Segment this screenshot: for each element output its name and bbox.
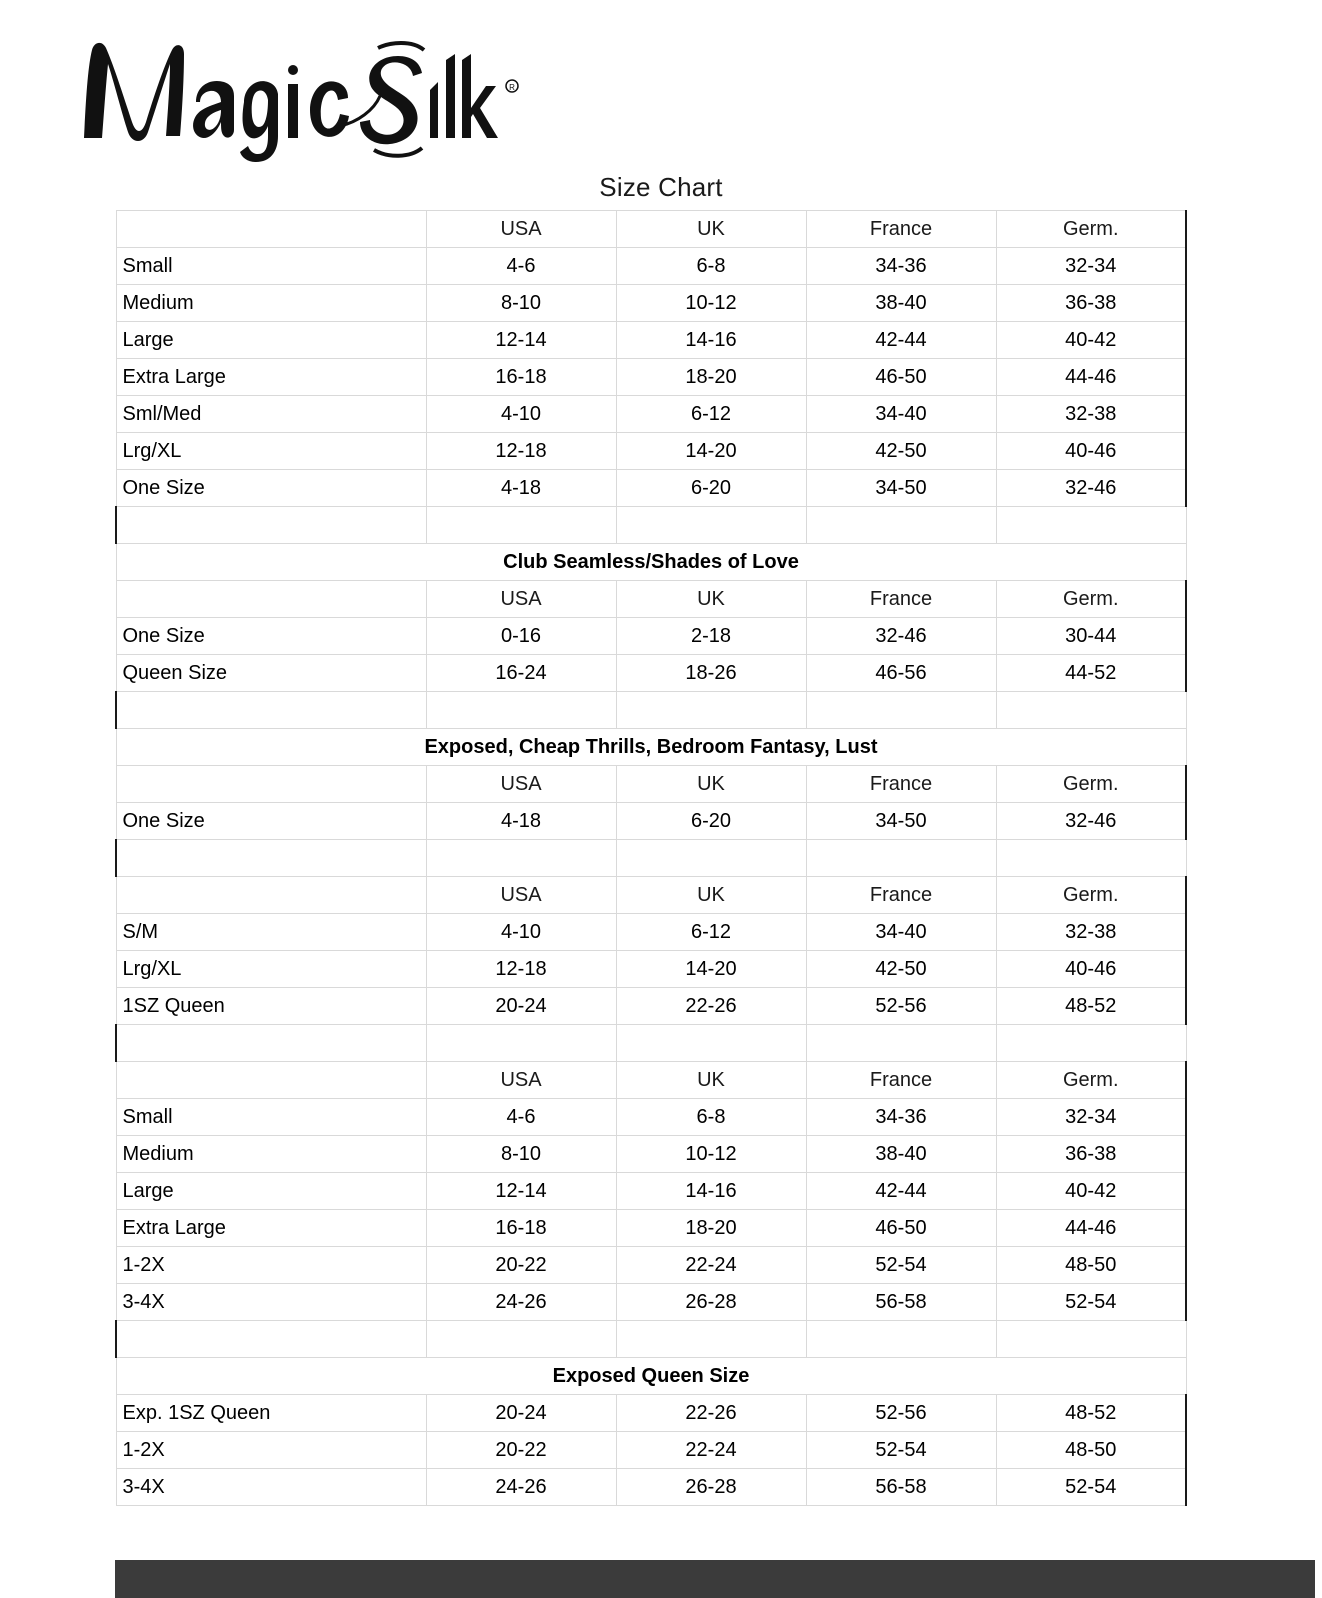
- cell-france: 34-50: [806, 470, 996, 507]
- cell-usa: 24-26: [426, 1284, 616, 1321]
- row-label: 3-4X: [116, 1469, 426, 1506]
- row-label: One Size: [116, 470, 426, 507]
- cell-germ: 32-46: [996, 470, 1186, 507]
- cell-usa: 16-18: [426, 359, 616, 396]
- cell-usa: 8-10: [426, 285, 616, 322]
- cell-germ: 48-50: [996, 1247, 1186, 1284]
- cell-france: 42-44: [806, 1173, 996, 1210]
- section-heading-club-seamless: Club Seamless/Shades of Love: [116, 544, 1186, 581]
- cell-uk: 14-16: [616, 322, 806, 359]
- row-label: Large: [116, 1173, 426, 1210]
- cell-france: 38-40: [806, 285, 996, 322]
- header-blank: [116, 766, 426, 803]
- cell-uk: 18-20: [616, 1210, 806, 1247]
- cell-uk: 10-12: [616, 1136, 806, 1173]
- table-row: [116, 1136, 1186, 1173]
- cell-germ: 44-46: [996, 1210, 1186, 1247]
- table-row: [116, 470, 1186, 507]
- section-heading-row: [116, 1358, 1186, 1395]
- row-label: Small: [116, 248, 426, 285]
- cell-uk: 2-18: [616, 618, 806, 655]
- row-label: 1SZ Queen: [116, 988, 426, 1025]
- spacer-cell: [616, 1321, 806, 1358]
- cell-uk: 22-24: [616, 1432, 806, 1469]
- column-header-germ: Germ.: [996, 211, 1186, 248]
- spacer-cell: [806, 692, 996, 729]
- table-row: [116, 1210, 1186, 1247]
- cell-germ: 52-54: [996, 1469, 1186, 1506]
- spacer-cell: [116, 692, 426, 729]
- row-label: Lrg/XL: [116, 951, 426, 988]
- table-row: [116, 248, 1186, 285]
- cell-usa: 4-6: [426, 248, 616, 285]
- column-header-usa: USA: [426, 211, 616, 248]
- cell-usa: 4-18: [426, 803, 616, 840]
- cell-germ: 32-38: [996, 396, 1186, 433]
- cell-france: 32-46: [806, 618, 996, 655]
- cell-uk: 6-8: [616, 248, 806, 285]
- spacer-cell: [116, 840, 426, 877]
- row-label: Queen Size: [116, 655, 426, 692]
- cell-usa: 4-10: [426, 396, 616, 433]
- cell-france: 34-50: [806, 803, 996, 840]
- row-label: Extra Large: [116, 1210, 426, 1247]
- cell-uk: 22-26: [616, 1395, 806, 1432]
- cell-france: 34-36: [806, 248, 996, 285]
- table-row: [116, 1395, 1186, 1432]
- cell-usa: 4-10: [426, 914, 616, 951]
- section-heading-row: [116, 544, 1186, 581]
- cell-france: 42-44: [806, 322, 996, 359]
- table-row: [116, 285, 1186, 322]
- cell-france: 52-56: [806, 988, 996, 1025]
- cell-usa: 12-14: [426, 1173, 616, 1210]
- header-blank: [116, 1062, 426, 1099]
- cell-uk: 18-26: [616, 655, 806, 692]
- cell-uk: 26-28: [616, 1469, 806, 1506]
- cell-germ: 30-44: [996, 618, 1186, 655]
- spacer-cell: [996, 1025, 1186, 1062]
- cell-germ: 32-34: [996, 248, 1186, 285]
- cell-usa: 0-16: [426, 618, 616, 655]
- cell-usa: 16-18: [426, 1210, 616, 1247]
- cell-france: 46-50: [806, 359, 996, 396]
- table-row: [116, 1173, 1186, 1210]
- cell-usa: 12-14: [426, 322, 616, 359]
- table-row: [116, 433, 1186, 470]
- table-header-row: [116, 1062, 1186, 1099]
- bottom-bar: [115, 1560, 1315, 1598]
- table-header-row: [116, 211, 1186, 248]
- table-row: [116, 396, 1186, 433]
- cell-uk: 18-20: [616, 359, 806, 396]
- cell-uk: 6-12: [616, 914, 806, 951]
- column-header-uk: UK: [616, 766, 806, 803]
- size-chart-table-area: [115, 210, 1185, 1506]
- cell-germ: 32-46: [996, 803, 1186, 840]
- cell-france: 46-56: [806, 655, 996, 692]
- row-label: Small: [116, 1099, 426, 1136]
- row-label: Extra Large: [116, 359, 426, 396]
- column-header-france: France: [806, 766, 996, 803]
- column-header-uk: UK: [616, 581, 806, 618]
- table-row: [116, 803, 1186, 840]
- svg-text:R: R: [509, 83, 515, 92]
- column-header-france: France: [806, 581, 996, 618]
- row-label: 3-4X: [116, 1284, 426, 1321]
- cell-usa: 4-18: [426, 470, 616, 507]
- table-row: [116, 1284, 1186, 1321]
- cell-germ: 44-46: [996, 359, 1186, 396]
- cell-usa: 4-6: [426, 1099, 616, 1136]
- cell-usa: 20-24: [426, 1395, 616, 1432]
- cell-germ: 48-52: [996, 1395, 1186, 1432]
- table-row: [116, 359, 1186, 396]
- table-row: [116, 914, 1186, 951]
- row-label: Lrg/XL: [116, 433, 426, 470]
- row-label: S/M: [116, 914, 426, 951]
- cell-uk: 14-20: [616, 433, 806, 470]
- spacer-row: [116, 507, 1186, 544]
- cell-uk: 14-16: [616, 1173, 806, 1210]
- spacer-cell: [996, 840, 1186, 877]
- column-header-uk: UK: [616, 211, 806, 248]
- cell-france: 56-58: [806, 1284, 996, 1321]
- header-blank: [116, 211, 426, 248]
- spacer-cell: [996, 507, 1186, 544]
- cell-france: 38-40: [806, 1136, 996, 1173]
- cell-usa: 20-22: [426, 1247, 616, 1284]
- spacer-cell: [426, 1321, 616, 1358]
- spacer-cell: [616, 507, 806, 544]
- spacer-row: [116, 840, 1186, 877]
- cell-germ: 36-38: [996, 285, 1186, 322]
- spacer-cell: [996, 1321, 1186, 1358]
- table-row: [116, 951, 1186, 988]
- cell-uk: 6-8: [616, 1099, 806, 1136]
- spacer-row: [116, 1025, 1186, 1062]
- spacer-cell: [426, 692, 616, 729]
- row-label: Medium: [116, 285, 426, 322]
- cell-usa: 8-10: [426, 1136, 616, 1173]
- table-row: [116, 1432, 1186, 1469]
- spacer-row: [116, 692, 1186, 729]
- column-header-germ: Germ.: [996, 766, 1186, 803]
- table-header-row: [116, 766, 1186, 803]
- spacer-cell: [806, 507, 996, 544]
- row-label: One Size: [116, 618, 426, 655]
- cell-france: 56-58: [806, 1469, 996, 1506]
- table-row: [116, 322, 1186, 359]
- column-header-germ: Germ.: [996, 581, 1186, 618]
- cell-france: 34-40: [806, 396, 996, 433]
- row-label: Large: [116, 322, 426, 359]
- table-row: [116, 988, 1186, 1025]
- table-header-row: [116, 877, 1186, 914]
- cell-france: 34-40: [806, 914, 996, 951]
- column-header-usa: USA: [426, 766, 616, 803]
- column-header-germ: Germ.: [996, 1062, 1186, 1099]
- table-header-row: [116, 581, 1186, 618]
- cell-germ: 32-38: [996, 914, 1186, 951]
- cell-uk: 10-12: [616, 285, 806, 322]
- table-row: [116, 618, 1186, 655]
- spacer-cell: [426, 840, 616, 877]
- column-header-uk: UK: [616, 877, 806, 914]
- spacer-row: [116, 1321, 1186, 1358]
- column-header-usa: USA: [426, 1062, 616, 1099]
- section-heading-exposed-cheap-thrills: Exposed, Cheap Thrills, Bedroom Fantasy, Lust: [116, 729, 1186, 766]
- header-blank: [116, 877, 426, 914]
- cell-uk: 22-26: [616, 988, 806, 1025]
- cell-uk: 26-28: [616, 1284, 806, 1321]
- spacer-cell: [116, 1025, 426, 1062]
- cell-uk: 14-20: [616, 951, 806, 988]
- cell-usa: 12-18: [426, 951, 616, 988]
- row-label: Sml/Med: [116, 396, 426, 433]
- cell-uk: 6-20: [616, 803, 806, 840]
- cell-france: 42-50: [806, 951, 996, 988]
- column-header-usa: USA: [426, 877, 616, 914]
- section-heading-exposed-queen: Exposed Queen Size: [116, 1358, 1186, 1395]
- spacer-cell: [426, 507, 616, 544]
- cell-germ: 52-54: [996, 1284, 1186, 1321]
- cell-germ: 40-46: [996, 433, 1186, 470]
- cell-germ: 48-50: [996, 1432, 1186, 1469]
- spacer-cell: [116, 1321, 426, 1358]
- cell-uk: 22-24: [616, 1247, 806, 1284]
- cell-germ: 36-38: [996, 1136, 1186, 1173]
- row-label: 1-2X: [116, 1432, 426, 1469]
- section-heading-row: [116, 729, 1186, 766]
- spacer-cell: [426, 1025, 616, 1062]
- spacer-cell: [806, 1321, 996, 1358]
- column-header-france: France: [806, 877, 996, 914]
- table-row: [116, 1469, 1186, 1506]
- cell-uk: 6-20: [616, 470, 806, 507]
- spacer-cell: [616, 1025, 806, 1062]
- column-header-uk: UK: [616, 1062, 806, 1099]
- cell-germ: 40-46: [996, 951, 1186, 988]
- cell-usa: 16-24: [426, 655, 616, 692]
- cell-france: 52-54: [806, 1247, 996, 1284]
- spacer-cell: [116, 507, 426, 544]
- spacer-cell: [806, 1025, 996, 1062]
- magic-silk-logo: [78, 26, 515, 166]
- header-blank: [116, 581, 426, 618]
- row-label: Exp. 1SZ Queen: [116, 1395, 426, 1432]
- cell-germ: 48-52: [996, 988, 1186, 1025]
- cell-france: 46-50: [806, 1210, 996, 1247]
- cell-germ: 40-42: [996, 1173, 1186, 1210]
- cell-france: 52-56: [806, 1395, 996, 1432]
- spacer-cell: [616, 692, 806, 729]
- table-row: [116, 1247, 1186, 1284]
- cell-france: 42-50: [806, 433, 996, 470]
- spacer-cell: [616, 840, 806, 877]
- cell-usa: 20-22: [426, 1432, 616, 1469]
- page-title: Size Chart: [599, 172, 723, 202]
- cell-uk: 6-12: [616, 396, 806, 433]
- cell-france: 52-54: [806, 1432, 996, 1469]
- cell-usa: 12-18: [426, 433, 616, 470]
- table-row: [116, 1099, 1186, 1136]
- spacer-cell: [806, 840, 996, 877]
- size-chart-table: [115, 210, 1187, 1506]
- column-header-usa: USA: [426, 581, 616, 618]
- cell-germ: 40-42: [996, 322, 1186, 359]
- spacer-cell: [996, 692, 1186, 729]
- cell-germ: 32-34: [996, 1099, 1186, 1136]
- cell-usa: 24-26: [426, 1469, 616, 1506]
- column-header-france: France: [806, 211, 996, 248]
- table-row: [116, 655, 1186, 692]
- row-label: Medium: [116, 1136, 426, 1173]
- cell-germ: 44-52: [996, 655, 1186, 692]
- column-header-france: France: [806, 1062, 996, 1099]
- cell-france: 34-36: [806, 1099, 996, 1136]
- column-header-germ: Germ.: [996, 877, 1186, 914]
- row-label: 1-2X: [116, 1247, 426, 1284]
- cell-usa: 20-24: [426, 988, 616, 1025]
- row-label: One Size: [116, 803, 426, 840]
